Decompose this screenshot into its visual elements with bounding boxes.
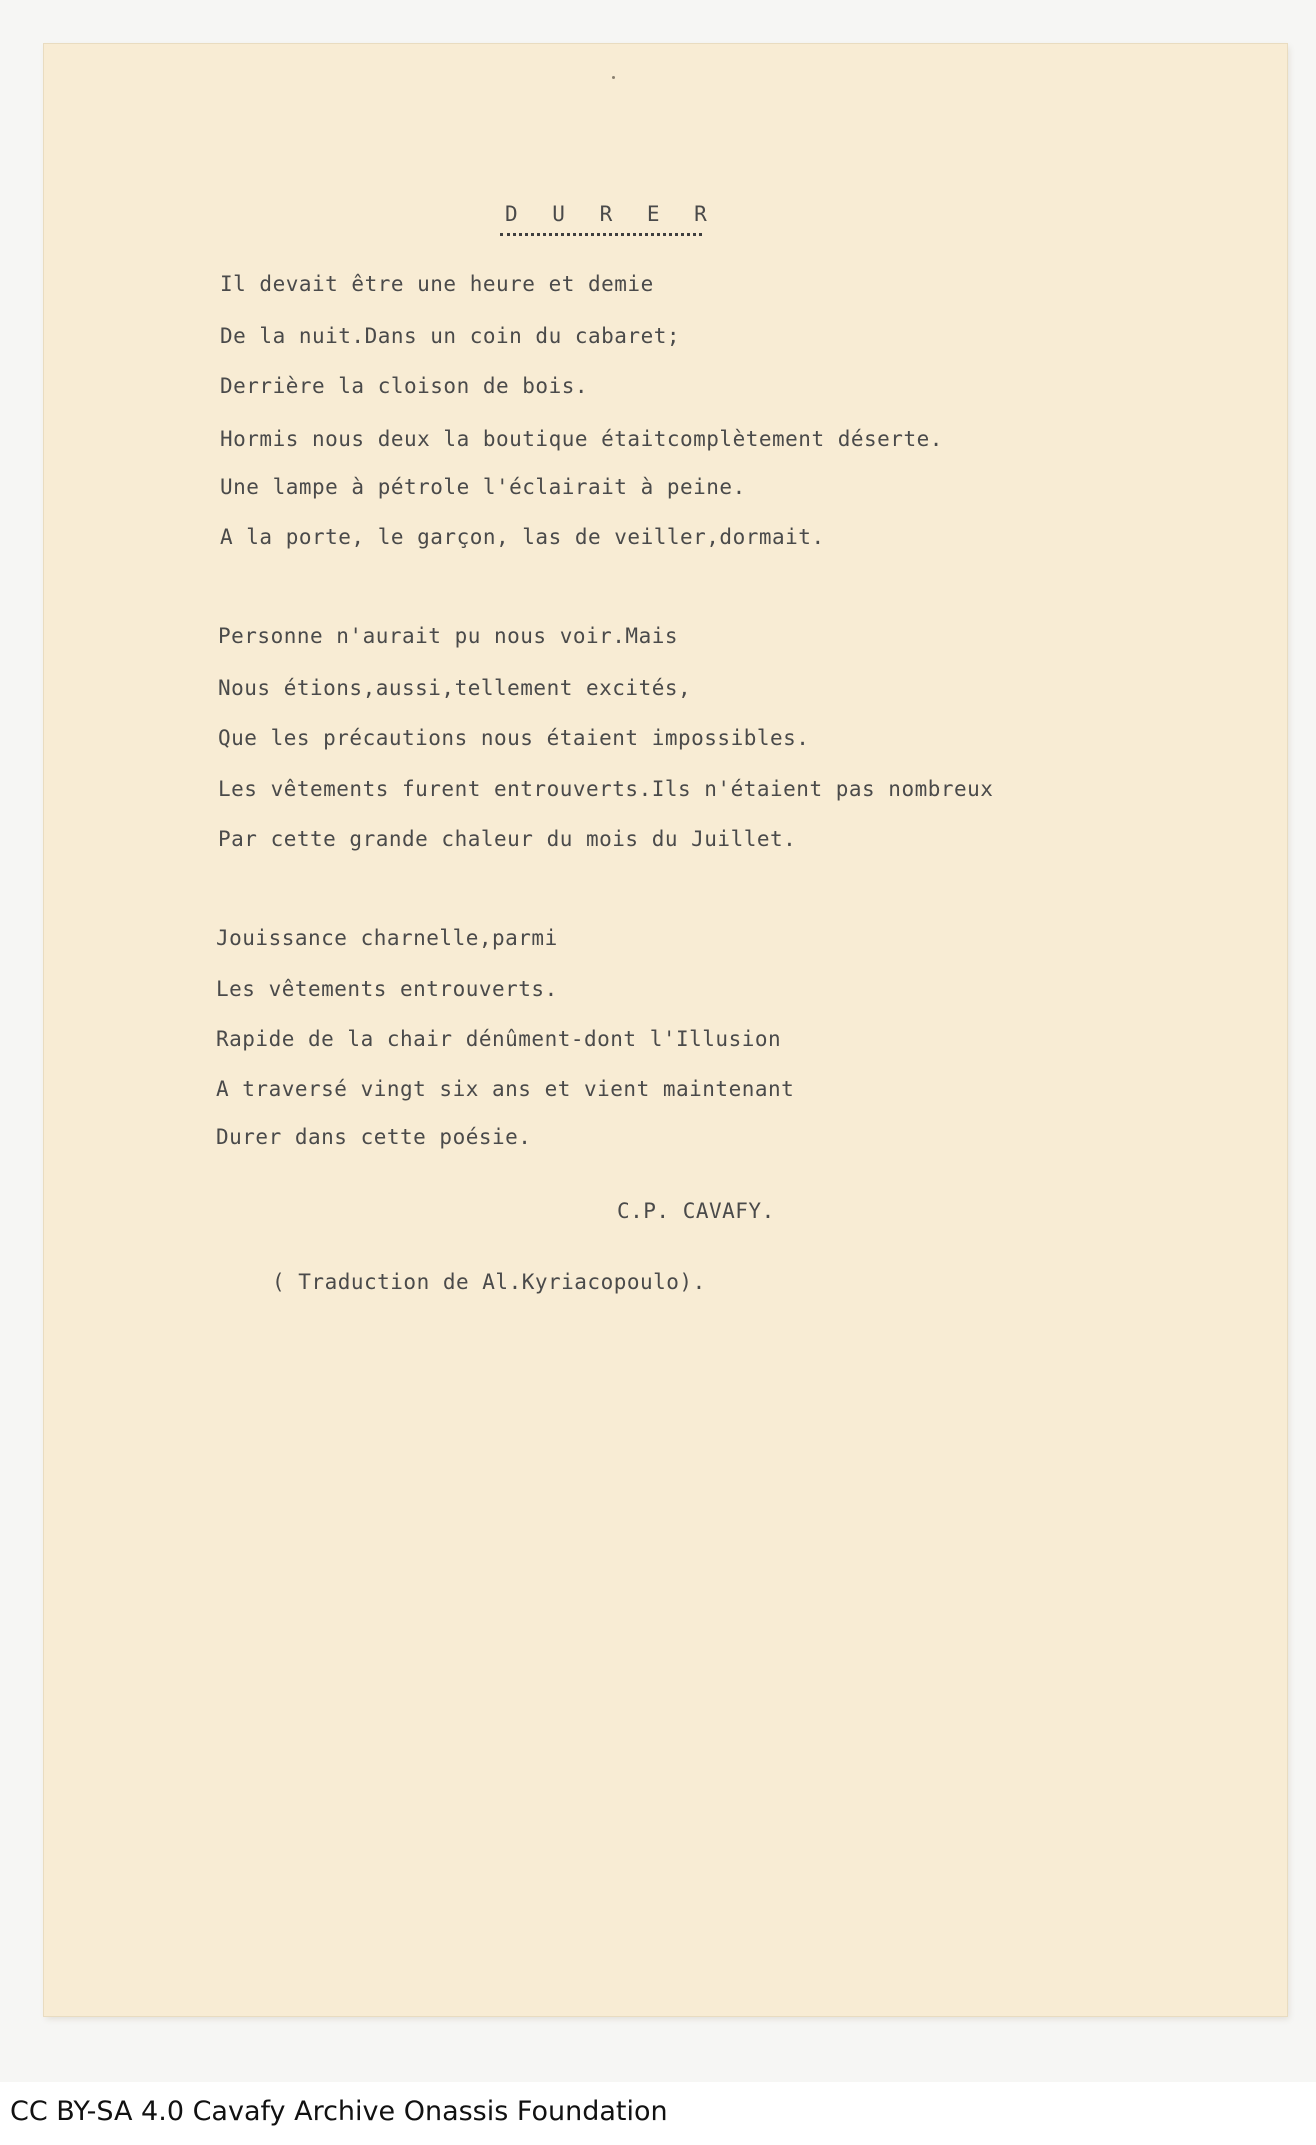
paper-speck <box>612 76 615 79</box>
poem-title: D U R E R <box>505 202 718 226</box>
poem-line: Les vêtements entrouverts. <box>216 977 558 1001</box>
poem-line: Derrière la cloison de bois. <box>220 374 589 398</box>
poem-line: A traversé vingt six ans et vient maintenant <box>216 1077 795 1101</box>
poem-line: Durer dans cette poésie. <box>216 1125 532 1149</box>
poem-line: Hormis nous deux la boutique étaitcomplètement déserte. <box>220 427 943 451</box>
title-underline <box>500 233 702 236</box>
poem-line: Personne n'aurait pu nous voir.Mais <box>218 624 679 648</box>
poem-line: Que les précautions nous étaient impossibles. <box>218 726 810 750</box>
author-signature: C.P. CAVAFY. <box>617 1199 775 1223</box>
license-caption: CC BY-SA 4.0 Cavafy Archive Onassis Foundation <box>10 2096 668 2127</box>
poem-line: Jouissance charnelle,parmi <box>216 926 558 950</box>
poem-line: Par cette grande chaleur du mois du Juillet. <box>218 827 797 851</box>
poem-line: Rapide de la chair dénûment-dont l'Illusion <box>216 1027 782 1051</box>
poem-line: Il devait être une heure et demie <box>220 272 654 296</box>
translation-note: ( Traduction de Al.Kyriacopoulo). <box>272 1270 706 1294</box>
poem-line: A la porte, le garçon, las de veiller,dormait. <box>220 525 825 549</box>
poem-line: De la nuit.Dans un coin du cabaret; <box>220 324 681 348</box>
poem-line: Les vêtements furent entrouverts.Ils n'étaient pas nombreux <box>218 777 994 801</box>
poem-line: Nous étions,aussi,tellement excités, <box>218 676 692 700</box>
poem-line: Une lampe à pétrole l'éclairait à peine. <box>220 475 746 499</box>
